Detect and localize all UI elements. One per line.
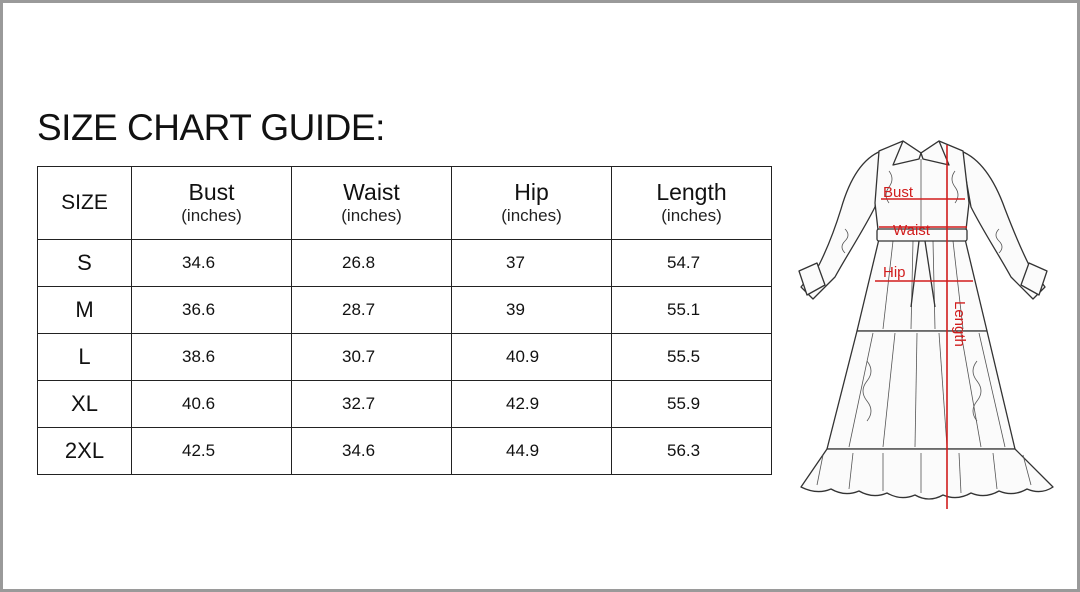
size-chart-table [37,166,772,475]
length-label: Length [951,301,968,347]
length-cell: 54.7 [612,240,772,287]
hip-cell: 40.9 [452,334,612,381]
waist-cell: 32.7 [292,381,452,428]
waist-cell: 28.7 [292,287,452,334]
hip-label: Hip [883,264,906,281]
table-row [38,240,772,287]
header-bust [132,167,292,240]
header-label: Hip [514,179,549,205]
page-title: SIZE CHART GUIDE: [37,107,385,148]
header-label: Waist [343,179,400,205]
header-unit: (inches) [181,206,242,225]
bust-cell: 42.5 [132,428,292,475]
bust-cell: 40.6 [132,381,292,428]
table-row [38,287,772,334]
bust-cell: 38.6 [132,334,292,381]
header-unit: (inches) [501,206,562,225]
header-waist [292,167,452,240]
hip-cell: 37 [452,240,612,287]
bust-cell: 36.6 [132,287,292,334]
size-cell: M [38,287,132,334]
size-cell: S [38,240,132,287]
length-cell: 55.1 [612,287,772,334]
hip-cell: 44.9 [452,428,612,475]
table-row [38,334,772,381]
table-row [38,381,772,428]
waist-cell: 26.8 [292,240,452,287]
header-length [612,167,772,240]
size-cell: 2XL [38,428,132,475]
waist-cell: 34.6 [292,428,452,475]
waist-cell: 30.7 [292,334,452,381]
header-unit: (inches) [341,206,402,225]
bust-label: Bust [883,184,914,201]
hip-cell: 42.9 [452,381,612,428]
waist-label: Waist [893,222,930,239]
header-label: Bust [188,179,235,205]
length-cell: 56.3 [612,428,772,475]
hip-cell: 39 [452,287,612,334]
bust-cell: 34.6 [132,240,292,287]
header-size: SIZE [38,167,132,240]
size-cell: XL [38,381,132,428]
size-cell: L [38,334,132,381]
length-cell: 55.5 [612,334,772,381]
header-label: Length [656,179,727,205]
header-unit: (inches) [661,206,722,225]
table-row [38,428,772,475]
header-hip [452,167,612,240]
table-header-row [38,167,772,240]
dress-illustration [783,131,1079,521]
dress-icon [783,131,1079,521]
length-cell: 55.9 [612,381,772,428]
